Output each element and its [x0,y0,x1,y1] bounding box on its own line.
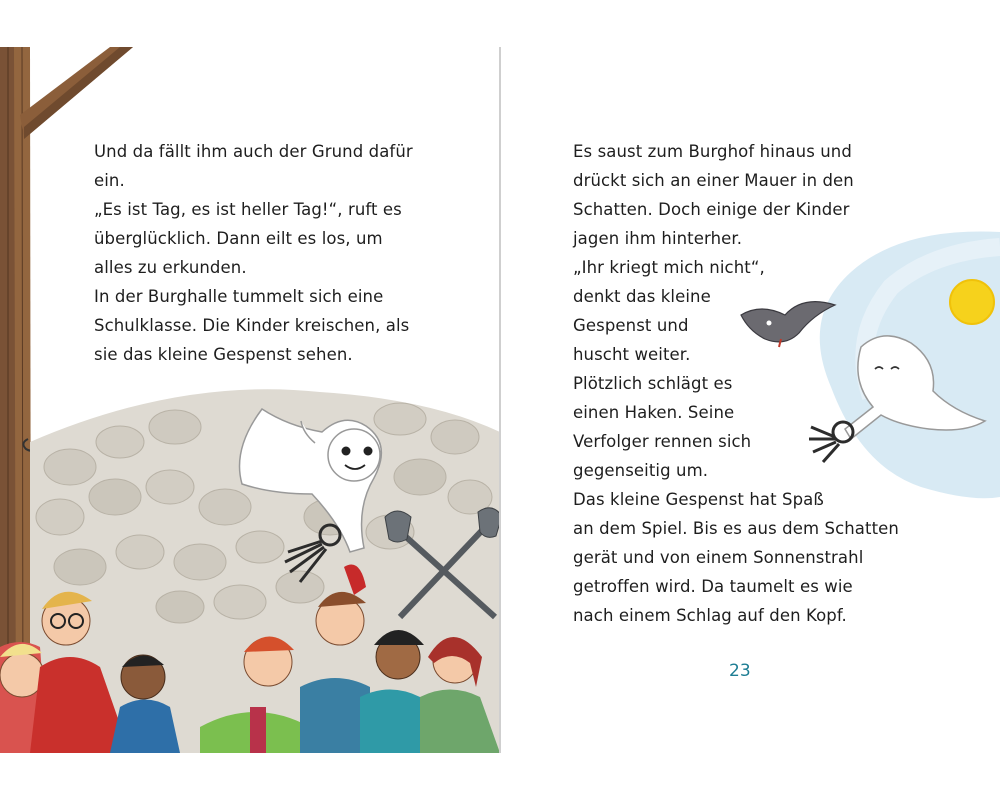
text-line: alles zu erkunden. [94,258,247,277]
text-line: überglücklich. Dann eilt es los, um [94,229,383,248]
text-line: gerät und von einem Sonnenstrahl [573,548,864,567]
text-line: denkt das kleine [573,287,711,306]
text-line: Das kleine Gespenst hat Spaß [573,490,824,509]
text-line: ein. [94,171,125,190]
sun-icon [950,280,994,324]
text-line: einen Haken. Seine [573,403,735,422]
text-line: drückt sich an einer Mauer in den [573,171,854,190]
text-line: „Es ist Tag, es ist heller Tag!“, ruft es [94,200,402,219]
right-page [501,47,1000,753]
text-line: nach einem Schlag auf den Kopf. [573,606,847,625]
text-line: Und da fällt ihm auch der Grund dafür [94,142,413,161]
text-line: Schulklasse. Die Kinder kreischen, als [94,316,410,335]
text-line: Es saust zum Burghof hinaus und [573,142,852,161]
page-number: 23 [729,661,751,681]
text-line: „Ihr kriegt mich nicht“, [573,258,765,277]
text-line: Schatten. Doch einige der Kinder [573,200,850,219]
text-line: gegenseitig um. [573,461,709,480]
text-line: sie das kleine Gespenst sehen. [94,345,353,364]
text-line: an dem Spiel. Bis es aus dem Schatten [573,519,899,538]
right-page-text [573,137,899,630]
text-line: In der Burghalle tummelt sich eine [94,287,384,306]
text-line: Plötzlich schlägt es [573,374,733,393]
book-spread [0,47,1000,753]
text-line: huscht weiter. [573,345,691,364]
text-line: Verfolger rennen sich [573,432,752,451]
text-line: getroffen wird. Da taumelt es wie [573,577,853,596]
left-page-text [94,137,413,369]
left-page [0,47,500,753]
text-line: jagen ihm hinterher. [573,229,743,248]
text-line: Gespenst und [573,316,689,335]
